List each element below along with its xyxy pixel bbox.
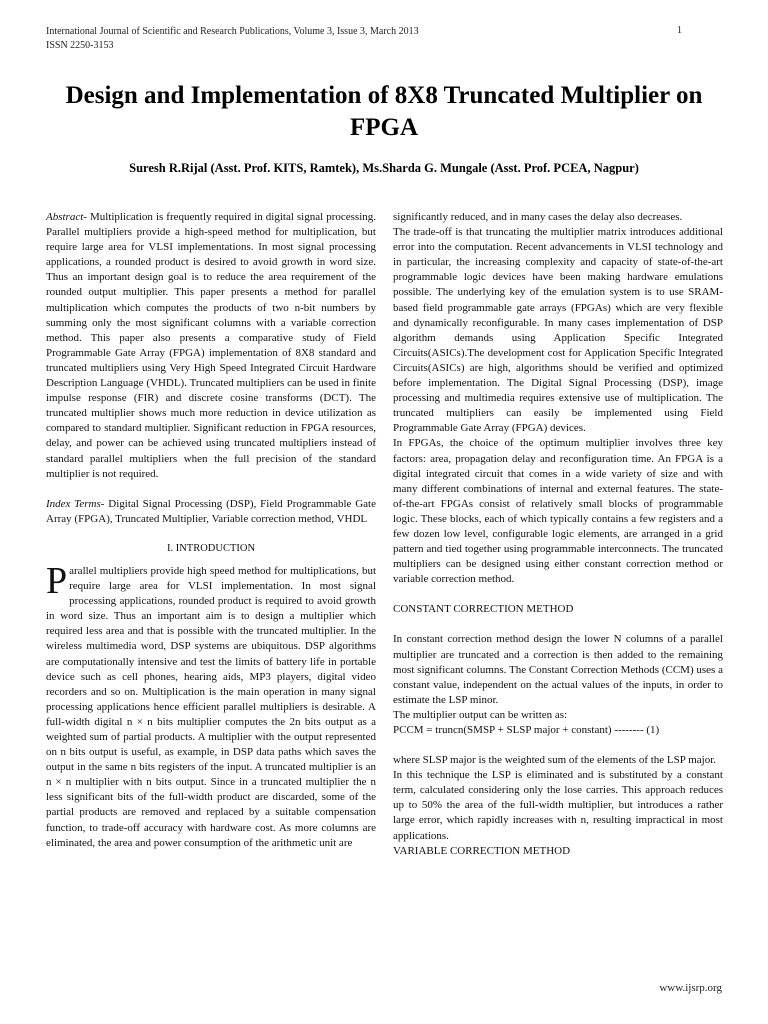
introduction-text: Parallel multipliers provide high speed method for multiplications, but require large area for VLSI implementation. In most signal processing applications, rounded product is required to avoid growth in word size. Thus an important aim is to design a multiplier which required less area and that is possible with the truncated multiplier. In the wireless multimedia word, DSP systems are ubiquitous. DSP algorithms are computationally intensive and test the limits of battery life in portable device such as cell phones, hearing aids, MP3 players, digital video recorders and so on. Multiplication is the main operation in many signal processing applications hence efficient parallel multipliers is desirable. A full-width digital n × n bits multiplier computes the 2n bits output as a weighted sum of partial products. A multiplier with the output represented on n bits output is useful, as example, in DSP data paths which saves the output in the same n bits registers of the input. A truncated multiplier is an n × n multiplier with n bits output. Since in a truncated multiplier the n less significant bits of the full-width product are discarded, some of the partial products are removed and replaced by a suitable compensation function, to trade-off accuracy with hardware cost. As more columns are eliminated, the area and power consumption of the arithmetic unit are [46, 559, 376, 849]
index-terms-text: - Digital Signal Processing (DSP), Field Programmable Gate Array (FPGA), Truncated Multiplier, Variable correction method, VHDL [46, 497, 376, 525]
footer-url: www.ijsrp.org [659, 982, 722, 994]
paragraph: significantly reduced, and in many cases the delay also decreases. [393, 211, 683, 223]
paragraph: The trade-off is that truncating the multiplier matrix introduces additional error into the computation. Recent advancements in VLSI technology and in particular, the increasing complexity and capacity of state-of-the-art programmable logic devices have been making hardware emulations possible. The underlying key of the emulation system is to use SRAM-based field programmable gate arrays (FPGAs) which are very flexible and dynamically reconfigurable. In many cases implementation of DSP algorithm demands using Application Specific Integrated Circuits(ASICs).The development cost for Application Specific Integrated Circuits(ASICs) are high, algorithms should be verified and optimized before implementation. The Digital Signal Processing (DSP), image processing and multimedia requires extensive use of multiplication. The truncated multipliers can easily be implemented using Field Programmable Gate Array (FPGA) devices. [393, 226, 723, 435]
index-terms [46, 497, 376, 527]
right-column [393, 210, 723, 859]
abstract [46, 210, 376, 482]
paragraph: In FPGAs, the choice of the optimum multiplier involves three key factors: area, propagation delay and reconfiguration time. An FPGA is a digital integrated circuit that comes in a wide variety of size and with many different combinations of internal and external features. The state-of-the-art FPGAs consist of relatively small blocks of programmable logic. These blocks, each of which typically contains a few registers and a few dozen low level, configurable logic elements, are arranged in a grid pattern and tied together using programmable interconnects. The truncated multipliers can be designed using either constant correction method or variable correction method. [393, 437, 723, 586]
issn: ISSN 2250-3153 [46, 40, 114, 51]
paragraph: In constant correction method design the lower N columns of a parallel multiplier are truncated and a correction is then added to the remaining most significant columns. The Constant Correction Methods (CCM) uses a constant value, independent on the actual values of the inputs, in order to estimate the LSP minor. [393, 633, 723, 706]
paragraph: The multiplier output can be written as: [393, 708, 568, 721]
paragraph: In this technique the LSP is eliminated and is substituted by a constant term, calculated considering only the lose carries. This approach reduces up to 50% the area of the full-width multiplier, but introduces a rather large error, which rapidly increases with n, resulting impractical in most applications. [393, 769, 723, 842]
abstract-label: Abstract- [46, 211, 87, 223]
formula: PCCM = truncn(SMSP + SLSP major + constant) -------- (1) [393, 724, 660, 736]
abstract-text: Multiplication is frequently required in digital signal processing. Parallel multipliers provide a high-speed method for multiplication, but require large area for VLSI implementations. In most signal processing applications, a rounded product is desired to avoid growth in word size. Thus an important design goal is to reduce the area requirement of the rounded output multiplier. This paper presents a method for parallel multiplication which computes the products of two n-bit numbers by summing only the most significant columns with a variable correction method. This paper also presents a comparative study of Field Programmable Gate Array (FPGA) implementation of 8X8 standard and truncated multipliers using Very High Speed Integrated Circuit Hardware Description Language (VHDL). Truncated multipliers can be used in finite impulse response (FIR) and discrete cosine transforms (DCT). The truncated multiplier shows much more reduction in device utilization as compared to standard multiplier. Significant reduction in FPGA resources, delay, and power can be achieved using truncated multipliers instead of standard parallel multipliers when the full precision of the standard multiplier is not required. [46, 211, 376, 480]
section-heading-introduction: I. INTRODUCTION [166, 542, 256, 554]
paragraph: where SLSP major is the weighted sum of the elements of the LSP major. [393, 754, 717, 767]
left-column [46, 210, 376, 851]
section-heading-ccm: CONSTANT CORRECTION METHOD [393, 603, 574, 616]
section-heading-vcm: VARIABLE CORRECTION METHOD [393, 844, 571, 857]
page-number: 1 [677, 25, 682, 36]
journal-header [46, 25, 686, 53]
index-terms-label: Index Terms [46, 497, 101, 510]
journal-name: International Journal of Scientific and Research Publications, Volume 3, Issue 3, March 2013 [46, 26, 419, 37]
authors: Suresh R.Rijal (Asst. Prof. KITS, Ramtek), Ms.Sharda G. Mungale (Asst. Prof. PCEA, Nagpur) [129, 161, 639, 175]
paper-title: Design and Implementation of 8X8 Truncated Multiplier on FPGA [65, 82, 703, 141]
drop-cap: P [46, 559, 68, 602]
